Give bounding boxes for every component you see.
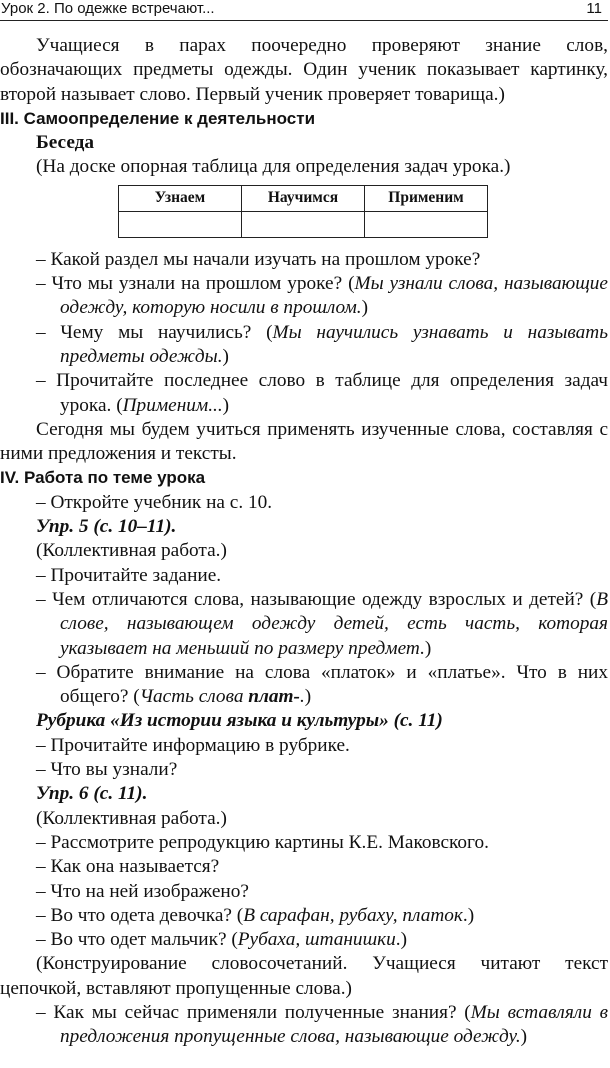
running-title: Урок 2. По одежке встречают... bbox=[1, 0, 215, 17]
dialogue-line: – Как она называется? bbox=[36, 856, 220, 878]
dialogue-line: – Что мы узнали на прошлом уроке? (Мы узнали слова, называющие одежду, которую носили в прошлом.) bbox=[36, 273, 608, 319]
intro-paragraph: Учащиеся в парах поочередно проверяют знание слов, обозначающих предметы одежды. Один ученик показывает картинку, второй называет слово. Первый ученик проверяет товарища.) bbox=[0, 35, 608, 105]
exercise-5-note: (Коллективная работа.) bbox=[36, 540, 227, 562]
dialogue-line: – Обратите внимание на слова «платок» и «платье». Что в них общего? (Часть слова плат-.) bbox=[36, 661, 608, 708]
dialogue-line: – Прочитайте информацию в рубрике. bbox=[36, 734, 350, 756]
task-table bbox=[118, 185, 488, 238]
dialogue-line: – Прочитайте последнее слово в таблице для определения задач урока. (Применим...) bbox=[36, 370, 608, 416]
closing-paragraph: Сегодня мы будем учиться применять изученные слова, составляя с ними предложения и тексты. bbox=[0, 418, 608, 465]
table-header-learn: Узнаем bbox=[119, 185, 242, 211]
table-cell-empty bbox=[119, 211, 242, 237]
student-answer: Часть слова плат-. bbox=[139, 686, 305, 708]
dialogue-line: – Чем отличаются слова, называющие одежду взрослых и детей? (В слове, называющем одежду детей, есть часть, которая указывает на меньший по размеру предмет.) bbox=[36, 588, 608, 659]
subheading-conversation: Беседа bbox=[36, 132, 95, 154]
table-header-master: Научимся bbox=[242, 185, 365, 211]
section-heading-3: III. Самоопределение к деятельности bbox=[0, 108, 316, 128]
student-answer: Рубаха, штанишки bbox=[237, 929, 396, 951]
dialogue-line: – Чему мы научились? (Мы научились узнавать и называть предметы одежды.) bbox=[36, 321, 608, 367]
student-answer: Мы вставляли в предложения пропущенные слова, называющие одежду. bbox=[60, 1001, 608, 1048]
rubric-title: Рубрика «Из истории языка и культуры» (с. 11) bbox=[36, 710, 443, 732]
exercise-6-note: (Коллективная работа.) bbox=[36, 807, 227, 829]
dialogue-line: – Во что одет мальчик? (Рубаха, штанишки.) bbox=[36, 929, 408, 951]
dialogue-line: – Откройте учебник на с. 10. bbox=[36, 491, 273, 513]
student-answer: Мы научились узнавать и называть предметы одежды. bbox=[60, 321, 608, 367]
student-answer: В слове, называющем одежду детей, есть часть, которая указывает на меньший по размеру предмет. bbox=[60, 588, 608, 659]
construct-note: (Конструирование словосочетаний. Учащиеся читают текст цепочкой, вставляют пропущенные слова.) bbox=[0, 953, 608, 999]
table-cell-empty bbox=[242, 211, 365, 237]
board-note: (На доске опорная таблица для определения задач урока.) bbox=[36, 156, 511, 178]
dialogue-line: – Рассмотрите репродукцию картины К.Е. Маковского. bbox=[36, 831, 489, 853]
table-cell-empty bbox=[365, 211, 488, 237]
running-header bbox=[0, 0, 608, 21]
page-number: 11 bbox=[586, 0, 602, 17]
student-answer: Применим... bbox=[122, 394, 223, 416]
dialogue-line: – Что на ней изображено? bbox=[36, 880, 249, 902]
page-body bbox=[0, 34, 608, 1050]
dialogue-line: – Что вы узнали? bbox=[36, 759, 178, 781]
word-part-bold: плат- bbox=[248, 686, 300, 708]
exercise-5-title: Упр. 5 (с. 10–11). bbox=[36, 516, 177, 538]
dialogue-line: – Какой раздел мы начали изучать на прошлом уроке? bbox=[36, 248, 481, 270]
table-header-apply: Применим bbox=[365, 185, 488, 211]
dialogue-line: – Во что одета девочка? (В сарафан, рубаху, платок.) bbox=[36, 904, 475, 926]
student-answer: В сарафан, рубаху, платок bbox=[243, 904, 463, 926]
section-heading-4: IV. Работа по теме урока bbox=[0, 468, 206, 488]
dialogue-line: – Прочитайте задание. bbox=[36, 564, 222, 586]
exercise-6-title: Упр. 6 (с. 11). bbox=[36, 783, 148, 805]
student-answer: Мы узнали слова, называющие одежду, которую носили в прошлом. bbox=[60, 273, 608, 319]
dialogue-line: – Как мы сейчас применяли полученные знания? (Мы вставляли в предложения пропущенные слова, называющие одежду.) bbox=[36, 1001, 608, 1048]
